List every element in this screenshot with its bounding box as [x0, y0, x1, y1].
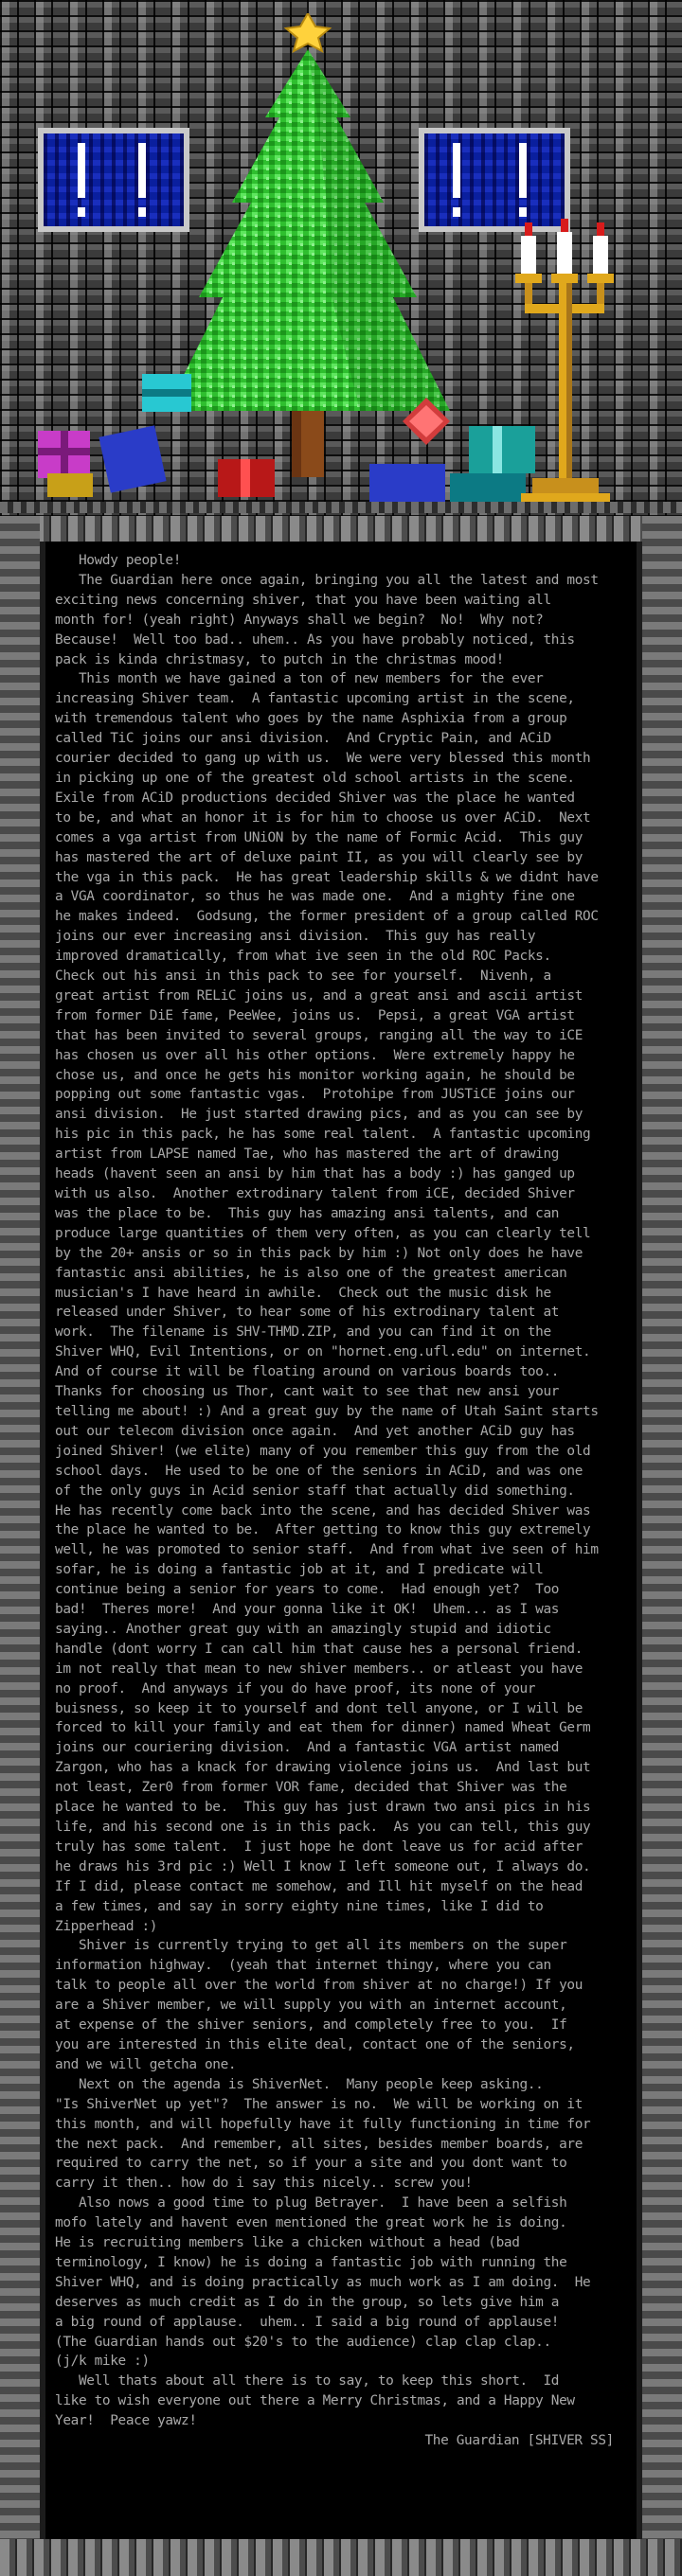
letter-line: musician's I have heard in awhile. Check out the music disk he: [55, 1285, 551, 1301]
letter-line: to be, and what an honor it is for him to choose us over ACiD. Next: [55, 809, 591, 826]
letter-line: he draws his 3rd pic :) Well I know I left someone out, I always do.: [55, 1858, 591, 1874]
letter-line: im not really that mean to new shiver members.. or atleast you have: [55, 1661, 583, 1677]
letter-line: he makes indeed. Godsung, the former president of a group called ROC: [55, 909, 599, 925]
letter-panel: [40, 542, 642, 2539]
letter-line: truly has some talent. I just hope he dont leave us for acid after: [55, 1839, 583, 1855]
letter-line: telling me about! :) And a great guy by the name of Utah Saint starts: [55, 1403, 599, 1419]
letter-line: with us also. Another extrodinary talent from iCE, decided Shiver: [55, 1186, 575, 1201]
letter-line: from former DiE fame, PeeWee, joins us. Pepsi, a great VGA artist: [55, 1007, 575, 1023]
letter-line: you are interested in this elite deal, contact one of the seniors,: [55, 2036, 575, 2052]
letter-line: joined Shiver! (we elite) many of you remember this guy from the old: [55, 1443, 591, 1459]
letter-line: saying.. Another great guy with an amazingly stupid and idiotic: [55, 1621, 551, 1637]
letter-line: ansi division. He just started drawing pics, and as you can see by: [55, 1107, 583, 1123]
letter-line: Shiver WHQ, Evil Intentions, or on "hornet.eng.ufl.edu" on internet.: [55, 1344, 591, 1360]
letter-line: If I did, please contact me somehow, and Ill hit myself on the head: [55, 1878, 583, 1894]
panel-right-border: [642, 516, 682, 2576]
letter-line: pack is kinda christmasy, to putch in the christmas mood!: [55, 651, 504, 667]
letter-line: continue being a senior for years to come. Had enough yet? Too: [55, 1582, 560, 1598]
letter-line: life, and his second one is in this pack. As you can tell, this guy: [55, 1820, 591, 1835]
letter-line: deserves as much credit as I do in the group, so lets give him a: [55, 2294, 560, 2310]
letter-line: carry it then.. how do i say this nicely.. screw you!: [55, 2176, 473, 2192]
letter-line: courier decided to gang up with us. We were very blessed this month: [55, 751, 591, 767]
letter-line: (j/k mike :): [55, 2354, 150, 2370]
letter-line: fantastic ansi abilities, he is also one of the greatest american: [55, 1265, 567, 1281]
letter-line: the next pack. And remember, all sites, besides member boards, are: [55, 2136, 583, 2152]
letter-line: no proof. And anyways if you do have proof, its none of your: [55, 1680, 536, 1697]
letter-line: Year! Peace yawz!: [55, 2413, 197, 2429]
letter-line: that has been invited to several groups, ranging all the way to iCE: [55, 1027, 583, 1043]
letter-line: Well thats about all there is to say, to keep this short. Id: [55, 2373, 560, 2389]
gift-icon: [38, 364, 284, 506]
letter-line: the place he wanted to be. After getting to know this guy extremely: [55, 1522, 591, 1538]
floor-strip: [0, 502, 682, 513]
letter-line: a big round of applause. uhem.. I said a big round of applause!: [55, 2314, 560, 2330]
letter-line: Because! Well too bad.. uhem.. As you have probably noticed, this: [55, 631, 575, 648]
letter-line: Howdy people!: [55, 553, 182, 568]
letter-line: Exile from ACiD productions decided Shiver was the place he wanted: [55, 790, 575, 806]
letter-line: place he wanted to be. This guy has just drawn two ansi pics in his: [55, 1800, 591, 1816]
letter-line: not least, Zer0 from former VOR fame, decided that Shiver was the: [55, 1780, 567, 1796]
letter-line: "Is ShiverNet up yet"? The answer is no. We will be working on it: [55, 2096, 583, 2112]
letter-line: a VGA coordinator, so thus he was made one. And a mighty fine one: [55, 889, 575, 905]
signature: The Guardian [SHIVER SS]: [424, 2433, 614, 2449]
letter-line: this month, and will hopefully have it fully functioning in time for: [55, 2116, 591, 2132]
letter-line: increasing Shiver team. A fantastic upcoming artist in the scene,: [55, 691, 575, 707]
letter-line: at expense of the shiver seniors, and completely free to you. If: [55, 2017, 567, 2034]
star-icon: [286, 13, 330, 51]
letter-line: Zargon, who has a knack for drawing violence joins us. And last but: [55, 1760, 591, 1776]
letter-line: talk to people all over the world from shiver at no charge!) If you: [55, 1978, 583, 1994]
letter-line: of the only guys in Acid senior staff that actually did something.: [55, 1483, 575, 1499]
letter-line: exciting news concerning shiver, that you have been waiting all: [55, 592, 551, 608]
letter-line: month for! (yeah right) Anyways shall we begin? No! Why not?: [55, 612, 544, 628]
letter-line: Check out his ansi in this pack to see for yourself. Nivenh, a: [55, 968, 551, 985]
letter-line: great artist from RELiC joins us, and a great ansi and ascii artist: [55, 987, 583, 1004]
letter-line: his pic in this pack, he has some real talent. A fantastic upcoming: [55, 1127, 591, 1143]
letter-line: like to wish everyone out there a Merry Christmas, and a Happy New: [55, 2393, 575, 2409]
letter-line: school days. He used to be one of the seniors in ACiD, and was one: [55, 1463, 583, 1479]
letter-line: are a Shiver member, we will supply you with an internet account,: [55, 1998, 567, 2014]
letter-line: work. The filename is SHV-THMD.ZIP, and you can find it on the: [55, 1324, 551, 1341]
letter-line: He is recruiting members like a chicken without a head (bad: [55, 2235, 520, 2251]
letter-line: The Guardian here once again, bringing you all the latest and most: [55, 572, 599, 588]
letter-line: a few times, and say in sorry eighty nine times, like I did to: [55, 1898, 544, 1914]
panel-left-border: [0, 516, 40, 2576]
letter-line: forced to kill your family and eat them for dinner) named Wheat Germ: [55, 1720, 591, 1736]
letter-line: with tremendous talent who goes by the name Asphixia from a group: [55, 711, 567, 727]
letter-line: called TiC joins our ansi division. And Cryptic Pain, and ACiD: [55, 731, 551, 747]
letter-line: has chosen us over all his other options. Were extremely happy he: [55, 1047, 575, 1063]
letter-line: Thanks for choosing us Thor, cant wait to see that new ansi your: [55, 1384, 560, 1400]
panel-bottom-border: [0, 2539, 682, 2576]
letter-line: chose us, and once he gets his monitor working again, he should be: [55, 1067, 575, 1083]
letter-line: Next on the agenda is ShiverNet. Many people keep asking..: [55, 2076, 544, 2092]
christmas-scene: [0, 0, 682, 516]
letter-line: Zipperhead :): [55, 1918, 158, 1934]
letter-line: was the place to be. This guy has amazing ansi talents, and can: [55, 1205, 560, 1221]
letter-line: mofo lately and havent even mentioned the great work he is doing.: [55, 2215, 567, 2231]
letter-line: released under Shiver, to hear some of his extrodinary talent at: [55, 1305, 560, 1321]
letter-line: bad! Theres more! And your gonna like it OK! Uhem... as I was: [55, 1602, 560, 1618]
letter-line: Shiver WHQ, and is doing practically as much work as I am doing. He: [55, 2274, 591, 2290]
letter-line: in picking up one of the greatest old school artists in the scene.: [55, 770, 575, 786]
letter-line: He has recently come back into the scene, and has decided Shiver was: [55, 1502, 591, 1519]
letter-line: by the 20+ ansis or so in this pack by him :) Not only does he have: [55, 1245, 583, 1261]
letter-line: the vga in this pack. He has great leadership skills & we didnt have: [55, 869, 599, 885]
letter-line: buisness, so keep it to yourself and dont tell anyone, or I will be: [55, 1700, 583, 1716]
letter-line: information highway. (yeah that internet thingy, where you can: [55, 1958, 551, 1974]
letter-line: And of course it will be floating around on various boards too..: [55, 1364, 560, 1380]
letter-line: out our telecom division once again. And yet another ACiD guy has: [55, 1423, 575, 1439]
letter-line: and we will getcha one.: [55, 2056, 237, 2072]
letter-line: handle (dont worry I can call him that cause hes a personal friend.: [55, 1641, 583, 1657]
letter-line: Shiver is currently trying to get all its members on the super: [55, 1938, 567, 1954]
candelabra-icon: [512, 213, 625, 506]
letter-line: popping out some fantastic vgas. Protohipe from JUSTiCE joins our: [55, 1087, 575, 1103]
letter-line: This month we have gained a ton of new members for the ever: [55, 671, 544, 687]
letter-line: artist from LAPSE named Tae, who has mastered the art of drawing: [55, 1146, 560, 1163]
letter-line: heads (havent seen an ansi by him that has a body :) has ganged up: [55, 1166, 575, 1182]
letter-line: joins our ever increasing ansi division. This guy has really: [55, 929, 536, 945]
letter-line: joins our couriering division. And a fantastic VGA artist named: [55, 1740, 560, 1756]
letter-line: (The Guardian hands out $20's to the audience) clap clap clap..: [55, 2334, 551, 2350]
letter-body: [55, 551, 642, 2451]
letter-line: well, he was promoted to senior staff. And from what ive seen of him: [55, 1542, 599, 1558]
letter-line: sofar, he is doing a fantastic job at it, and I predicate will: [55, 1562, 544, 1578]
letter-line: has mastered the art of deluxe paint II, as you will clearly see by: [55, 849, 583, 865]
letter-line: Also nows a good time to plug Betrayer. I have been a selfish: [55, 2195, 567, 2212]
letter-line: terminology, I know) he is doing a fantastic job with running the: [55, 2254, 567, 2270]
letter-line: produce large quantities of them very often, as you can clearly tell: [55, 1225, 591, 1241]
letter-line: comes a vga artist from UNiON by the name of Formic Acid. This guy: [55, 829, 583, 845]
panel-top-border: [0, 516, 682, 542]
letter-line: improved dramatically, from what ive seen in the old ROC Packs.: [55, 949, 551, 965]
letter-line: required to carry the net, so if your a site and you dont want to: [55, 2156, 567, 2172]
